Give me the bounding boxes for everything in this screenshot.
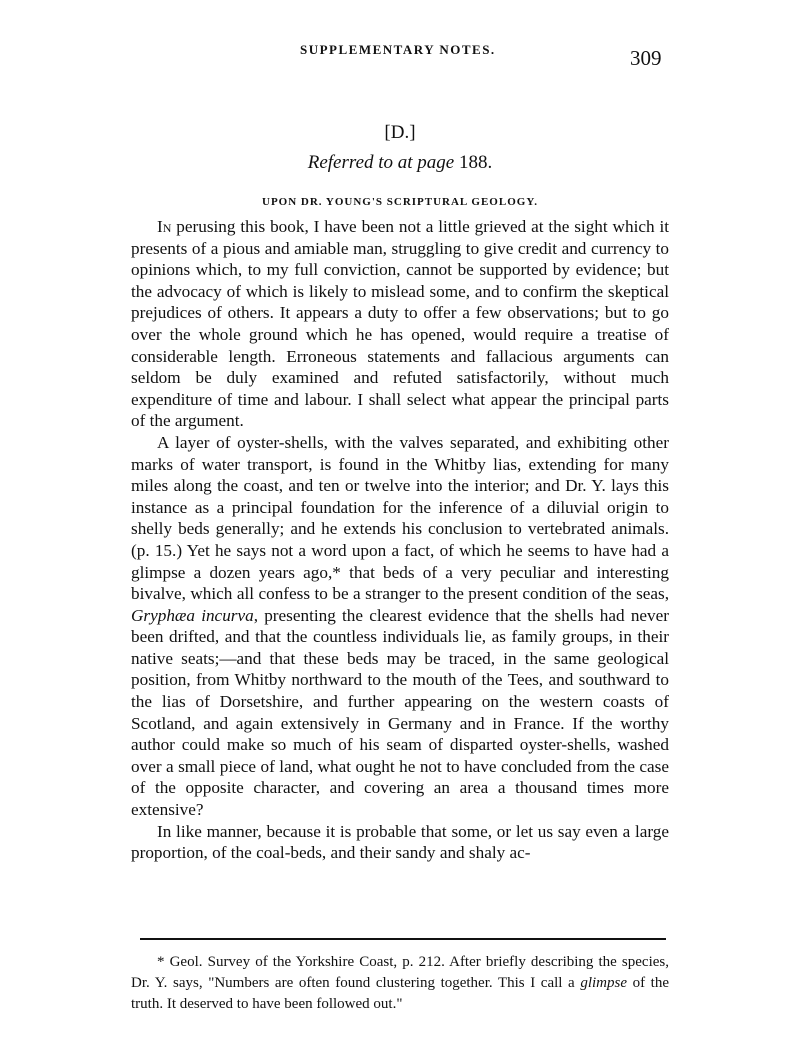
referred-line [0,152,800,174]
referred-prefix: Referred to at page [307,152,455,173]
paragraph-2 [131,432,669,821]
footnote-text-after: of the truth. It deserved to have been followed out." [131,975,669,1012]
paragraph-1 [131,216,669,432]
referred-page: 188. [454,152,493,173]
paragraph-2-text-after: , presenting the clearest evidence that the shells had never been drifted, and that the countless individuals lie, as family groups, in their native seats;—and that these beds may be traced, in the same geological position, from Whitby northward to the mouth of the Tees, and southward to the lias of Dorsetshire, and further appearing on the western coasts of Scotland, and again extensively in Germany and in France. If the worthy author could make so much of his seam of disparted oyster-shells, washed over a small piece of land, what ought he not to have concluded from the case of the opposite character, and covering an area a thousand times more extensive? [131,605,670,820]
footnote-text-before: * Geol. Survey of the Yorkshire Coast, p. 212. After briefly describing the species, Dr. Y. says, "Numbers are often found clustering together. This I call a [131,954,669,991]
running-head: SUPPLEMENTARY NOTES. [300,42,496,57]
footnote-emphasis: glimpse [580,975,627,991]
paragraph-1-initial: In [157,217,172,236]
paragraph-3: In like manner, because it is probable that some, or let us say even a large proportion, of the coal-beds, and their sandy and shaly ac- [131,821,669,863]
page-number: 309 [630,46,662,70]
footnote [131,952,669,1015]
section-mark: [D.] [384,122,416,143]
footnote-divider [140,938,666,940]
species-name: Gryphæa incurva [131,605,254,625]
paragraph-2-text-before: A layer of oyster-shells, with the valves separated, and exhibiting other marks of water transport, is found in the Whitby lias, extending for many miles along the coast, and ten or twelve into the interior; and Dr. Y. lays this instance as a principal foundation for the inference of a diluvial origin to shelly beds generally; and he extends his conclusion to vertebrated animals. (p. 15.) Yet he says not a word upon a fact, of which he seems to have had a glimpse a dozen years ago,* that beds of a very peculiar and interesting bivalve, which all confess to be a stranger to the present condition of the seas, [131,432,669,604]
body-text [131,216,669,864]
paragraph-1-text: perusing this book, I have been not a little grieved at the sight which it presents of a pious and amiable man, struggling to give credit and currency to opinions which, to my full conviction, cannot be supported by evidence; but the advocacy of which is likely to mislead some, and to confirm the skeptical prejudices of others. It appears a duty to offer a few observations; but to go over the whole ground which he has opened, would require a treatise of considerable length. Erroneous statements and fallacious arguments can seldom be duly examined and refuted satisfactorily, without much expenditure of time and labour. I shall select what appear the principal parts of the argument. [131,217,669,431]
section-subhead: UPON DR. YOUNG'S SCRIPTURAL GEOLOGY. [262,196,538,208]
